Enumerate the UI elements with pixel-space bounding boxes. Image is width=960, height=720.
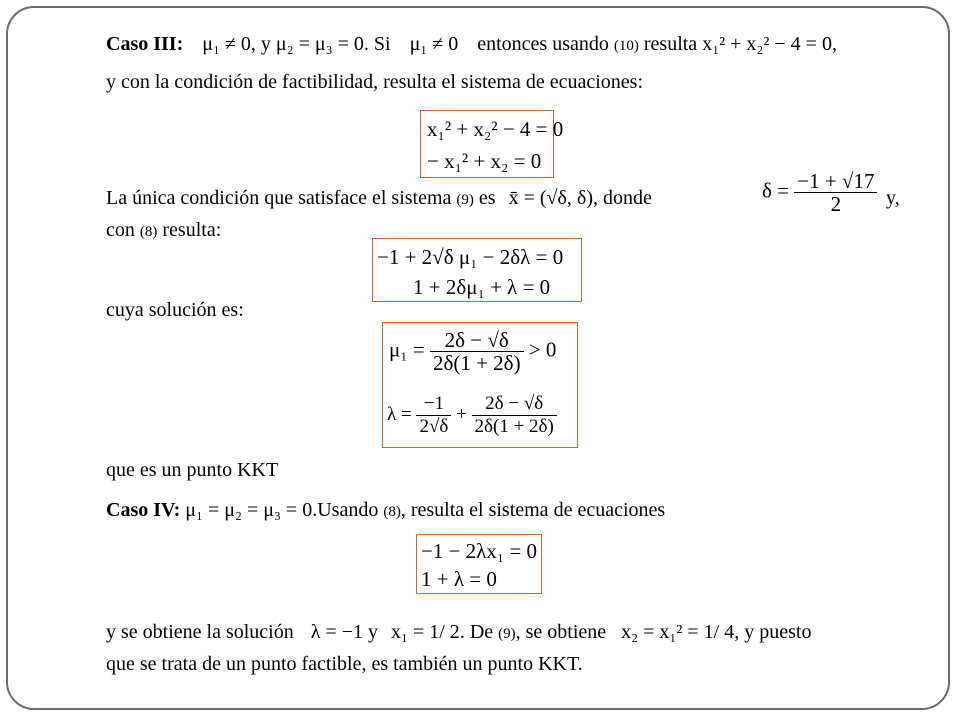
case3-sep1: , y (250, 33, 271, 55)
case3-resulta2: resulta: (162, 219, 222, 241)
case4-last: que se trata de un punto factible, es también un punto KKT. (106, 653, 583, 675)
case4-de: . De (459, 621, 494, 643)
system2-eq2: 1 + 2δμ₁ + λ = 0 (413, 275, 551, 299)
delta-frac (794, 170, 877, 215)
sol-lam-num2: 2δ − √δ (472, 393, 557, 416)
case4-label: Caso IV: (106, 499, 181, 521)
delta-num: −1 + √17 (794, 170, 877, 193)
case3-label: Caso III: (106, 33, 184, 55)
case3-cond2: μ₂ = μ₃ = 0 (275, 33, 364, 55)
sol-mu-rhs: > 0 (528, 337, 557, 362)
case3-entonces: entonces usando (477, 33, 609, 55)
case4-x1: x₁ = 1/ 2 (391, 621, 460, 643)
system1-box (420, 110, 564, 178)
case3-cuya: cuya solución es: (106, 299, 244, 321)
case3-point: x̄ = (√δ, δ) (508, 187, 594, 209)
case3-unique: La única condición que satisface el sistema (106, 187, 452, 209)
solution-box (382, 322, 578, 448)
delta-lhs: δ = (762, 178, 789, 203)
system1-eq2: − x₁² + x₂ = 0 (427, 149, 542, 173)
case3-cond3: μ₁ ≠ 0 (409, 33, 459, 55)
case4-line1 (106, 498, 665, 524)
case3-unique-line (106, 186, 652, 212)
system2-eq1: −1 + 2√δ μ₁ − 2δλ = 0 (377, 245, 564, 269)
case4-seobtiene: , se obtiene (515, 621, 607, 643)
case3-cond1: μ₁ ≠ 0 (202, 33, 251, 55)
delta-def (762, 170, 877, 215)
case4-lam: λ = −1 (310, 621, 363, 643)
case3-es: es (478, 187, 496, 209)
case4-rest: , resulta el sistema de ecuaciones (400, 499, 666, 521)
delta-den: 2 (830, 192, 842, 216)
sol-lam-lhs: λ = (387, 403, 412, 425)
sol-lam-plus: + (456, 403, 467, 425)
solution-mu (389, 329, 556, 374)
case3-donde: , donde (593, 187, 652, 209)
system3-eq2: 1 + λ = 0 (421, 567, 497, 591)
case3-kkt: que es un punto KKT (106, 459, 279, 481)
sol-lam-den1: 2√δ (419, 416, 449, 437)
case3-con-line (106, 218, 221, 244)
sol-lam-frac2 (472, 393, 557, 438)
system3-box (416, 534, 542, 594)
sol-mu-num: 2δ − √δ (430, 329, 524, 352)
case3-eq-inline: x₁² + x₂² − 4 = 0, (702, 33, 837, 55)
sol-mu-den: 2δ(1 + 2δ) (432, 351, 521, 375)
system2-box (372, 238, 582, 302)
system3-eq1: −1 − 2λx₁ = 0 (421, 539, 538, 563)
case3-line1 (106, 32, 837, 58)
case4-cond: μ₁ = μ₂ = μ₃ = 0 (185, 499, 313, 521)
case3-y-end: y, (886, 187, 900, 209)
case4-y: y (368, 621, 378, 643)
case3-ref8: (8) (139, 224, 158, 240)
case4-ypuesto: , y puesto (734, 621, 812, 643)
sol-lam-den2: 2δ(1 + 2δ) (474, 416, 554, 437)
case3-line2: y con la condición de factibilidad, resulta el sistema de ecuaciones: (106, 71, 644, 93)
case4-ref8: (8) (383, 504, 401, 520)
sol-lam-num1: −1 (416, 393, 451, 416)
case3-con: con (106, 219, 135, 241)
sol-mu-frac (430, 329, 524, 374)
sol-lam-frac1 (416, 393, 451, 438)
case4-obtiene: y se obtiene la solución (106, 621, 294, 643)
solution-lambda (387, 393, 557, 438)
case4-line2 (106, 620, 811, 646)
sol-mu-lhs: μ₁ = (389, 337, 425, 362)
case4-ref9: (9) (498, 626, 516, 642)
case3-resulta: resulta (643, 33, 698, 55)
case3-ref9: (9) (456, 192, 474, 208)
case3-si: . Si (363, 33, 391, 55)
case3-ref10: (10) (613, 38, 639, 54)
case4-x2: x₂ = x₁² = 1/ 4 (621, 621, 735, 643)
system1-eq1: x₁² + x₂² − 4 = 0 (427, 117, 564, 141)
case4-usando: .Usando (312, 499, 379, 521)
